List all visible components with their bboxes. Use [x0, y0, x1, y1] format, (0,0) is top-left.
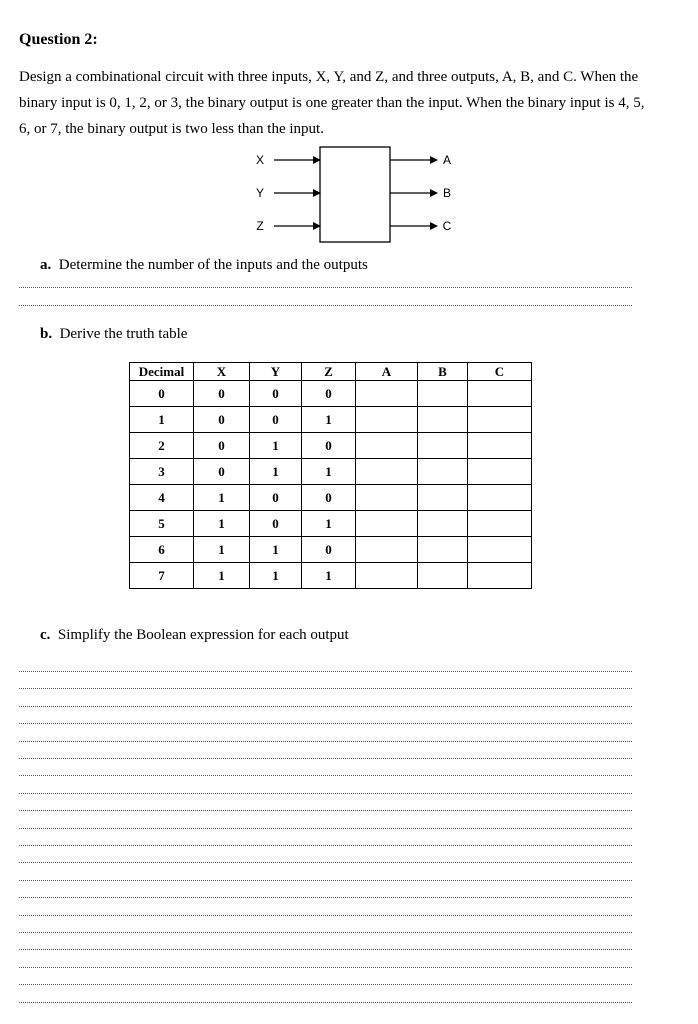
- header-c: C: [468, 363, 532, 381]
- answer-line-c[interactable]: [19, 688, 632, 689]
- output-label-c: C: [442, 219, 452, 233]
- cell-c[interactable]: [468, 537, 532, 563]
- answer-line-c[interactable]: [19, 758, 632, 759]
- answer-line-c[interactable]: [19, 741, 632, 742]
- cell-decimal: 0: [130, 381, 194, 407]
- circuit-box: [320, 147, 390, 242]
- cell-y: 0: [250, 511, 302, 537]
- answer-line-a-2[interactable]: [19, 305, 632, 306]
- answer-line-a-1[interactable]: [19, 287, 632, 288]
- answer-line-c[interactable]: [19, 967, 632, 968]
- part-b-prompt: [40, 326, 187, 343]
- cell-z: 0: [302, 433, 356, 459]
- cell-b[interactable]: [418, 485, 468, 511]
- cell-b[interactable]: [418, 407, 468, 433]
- question-title: Question 2:: [19, 31, 98, 48]
- cell-x: 0: [194, 407, 250, 433]
- table-row: [130, 433, 532, 459]
- output-label-b: B: [442, 186, 452, 200]
- cell-z: 1: [302, 459, 356, 485]
- cell-y: 1: [250, 433, 302, 459]
- question-text-line-2: binary input is 0, 1, 2, or 3, the binary output is one greater than the input. When the binary input is 4, 5,: [19, 95, 645, 111]
- cell-y: 1: [250, 459, 302, 485]
- cell-b[interactable]: [418, 381, 468, 407]
- header-y: Y: [250, 363, 302, 381]
- cell-y: 0: [250, 407, 302, 433]
- cell-decimal: 2: [130, 433, 194, 459]
- cell-y: 1: [250, 563, 302, 589]
- header-x: X: [194, 363, 250, 381]
- cell-decimal: 1: [130, 407, 194, 433]
- cell-a[interactable]: [356, 433, 418, 459]
- cell-y: 0: [250, 381, 302, 407]
- cell-x: 1: [194, 485, 250, 511]
- answer-line-c[interactable]: [19, 706, 632, 707]
- answer-line-c[interactable]: [19, 984, 632, 985]
- part-b-letter: b.: [40, 326, 53, 342]
- header-z: Z: [302, 363, 356, 381]
- cell-x: 0: [194, 433, 250, 459]
- cell-a[interactable]: [356, 381, 418, 407]
- part-a-letter: a.: [40, 257, 52, 273]
- table-row: [130, 459, 532, 485]
- table-row: [130, 563, 532, 589]
- cell-z: 0: [302, 381, 356, 407]
- cell-z: 0: [302, 485, 356, 511]
- header-b: B: [418, 363, 468, 381]
- cell-decimal: 5: [130, 511, 194, 537]
- input-label-z: Z: [256, 219, 264, 233]
- part-c-letter: c.: [40, 627, 51, 643]
- answer-line-c[interactable]: [19, 862, 632, 863]
- part-b-text: Derive the truth table: [59, 326, 188, 342]
- input-label-x: X: [255, 153, 265, 167]
- cell-a[interactable]: [356, 563, 418, 589]
- part-a-prompt: [40, 257, 368, 274]
- header-a: A: [356, 363, 418, 381]
- cell-c[interactable]: [468, 511, 532, 537]
- cell-z: 1: [302, 563, 356, 589]
- cell-a[interactable]: [356, 511, 418, 537]
- cell-x: 1: [194, 537, 250, 563]
- cell-b[interactable]: [418, 511, 468, 537]
- answer-line-c[interactable]: [19, 949, 632, 950]
- cell-b[interactable]: [418, 563, 468, 589]
- circuit-block-diagram: [240, 140, 470, 250]
- cell-c[interactable]: [468, 381, 532, 407]
- answer-line-c[interactable]: [19, 880, 632, 881]
- header-decimal: Decimal: [130, 363, 194, 381]
- answer-line-c[interactable]: [19, 845, 632, 846]
- answer-line-c[interactable]: [19, 932, 632, 933]
- cell-b[interactable]: [418, 459, 468, 485]
- answer-line-c[interactable]: [19, 775, 632, 776]
- truth-table-header-row: [130, 363, 532, 381]
- cell-c[interactable]: [468, 407, 532, 433]
- answer-line-c[interactable]: [19, 1002, 632, 1003]
- table-row: [130, 511, 532, 537]
- table-row: [130, 381, 532, 407]
- cell-c[interactable]: [468, 485, 532, 511]
- cell-c[interactable]: [468, 459, 532, 485]
- table-row: [130, 537, 532, 563]
- table-row: [130, 485, 532, 511]
- answer-line-c[interactable]: [19, 915, 632, 916]
- cell-z: 1: [302, 407, 356, 433]
- part-c-text: Simplify the Boolean expression for each output: [57, 627, 349, 643]
- cell-decimal: 3: [130, 459, 194, 485]
- cell-c[interactable]: [468, 563, 532, 589]
- table-row: [130, 407, 532, 433]
- answer-line-c[interactable]: [19, 828, 632, 829]
- part-a-text: Determine the number of the inputs and the outputs: [58, 257, 368, 273]
- output-label-a: A: [442, 153, 452, 167]
- cell-y: 1: [250, 537, 302, 563]
- cell-y: 0: [250, 485, 302, 511]
- cell-x: 1: [194, 563, 250, 589]
- cell-decimal: 6: [130, 537, 194, 563]
- part-c-prompt: [40, 627, 349, 644]
- cell-x: 1: [194, 511, 250, 537]
- cell-z: 0: [302, 537, 356, 563]
- cell-b[interactable]: [418, 433, 468, 459]
- cell-z: 1: [302, 511, 356, 537]
- input-label-y: Y: [255, 186, 265, 200]
- cell-x: 0: [194, 459, 250, 485]
- cell-a[interactable]: [356, 459, 418, 485]
- cell-a[interactable]: [356, 485, 418, 511]
- cell-a[interactable]: [356, 407, 418, 433]
- answer-line-c[interactable]: [19, 793, 632, 794]
- answer-line-c[interactable]: [19, 810, 632, 811]
- truth-table: [129, 362, 532, 589]
- answer-line-c[interactable]: [19, 671, 632, 672]
- cell-c[interactable]: [468, 433, 532, 459]
- cell-a[interactable]: [356, 537, 418, 563]
- answer-line-c[interactable]: [19, 897, 632, 898]
- question-text-line-3: 6, or 7, the binary output is two less than the input.: [19, 121, 324, 137]
- question-text-line-1: Design a combinational circuit with three inputs, X, Y, and Z, and three outputs, A, B, and C. When the: [19, 69, 639, 85]
- cell-b[interactable]: [418, 537, 468, 563]
- answer-line-c[interactable]: [19, 723, 632, 724]
- cell-decimal: 4: [130, 485, 194, 511]
- cell-x: 0: [194, 381, 250, 407]
- cell-decimal: 7: [130, 563, 194, 589]
